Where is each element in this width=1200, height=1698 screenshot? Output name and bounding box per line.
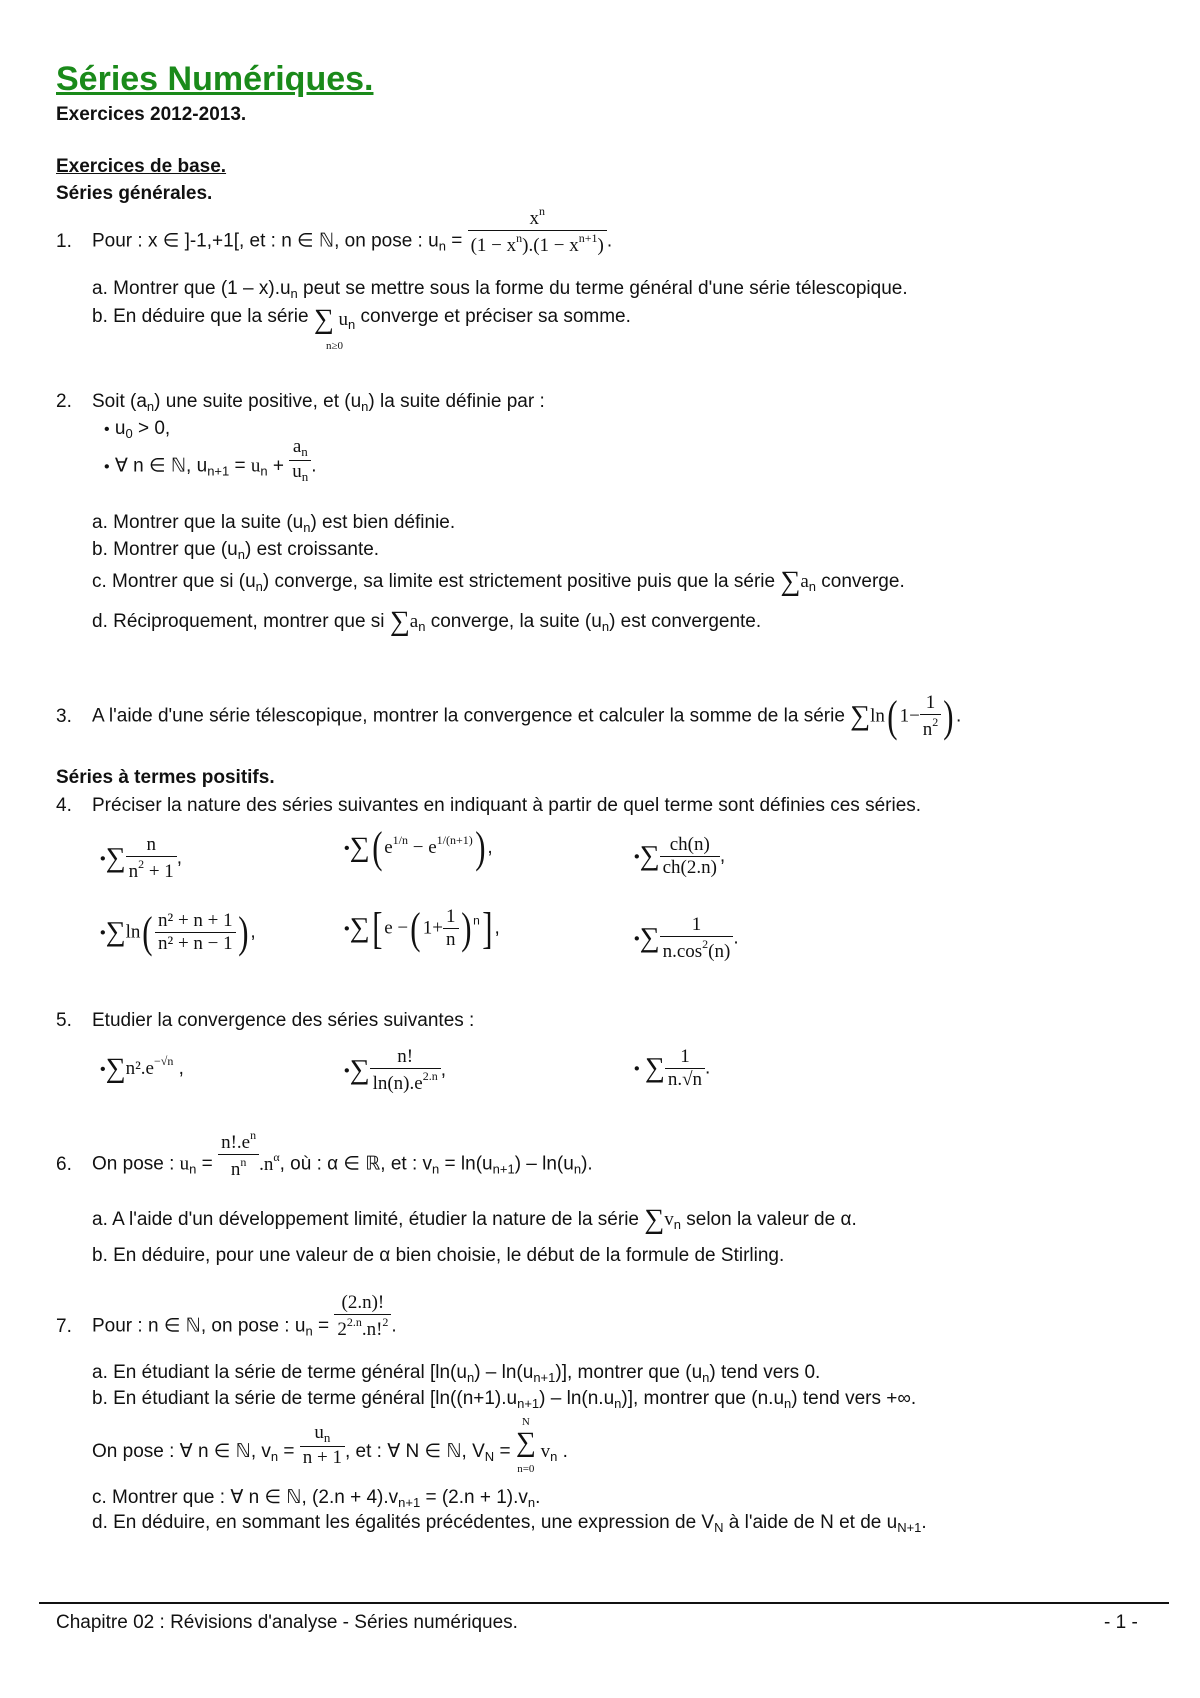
series-4-1: •∑ $\frac{n}{n^2 + 1}$ , <box>100 834 183 882</box>
exercise-7-question-b: b. En étudiant la série de terme général $[\ln((n+1).u_{n+1}) - \ln(n.u_n)]$, montrer que $(n.u_n)$ tend vers +∞. <box>92 1388 917 1411</box>
footer-chapter: Chapitre 02 : Révisions d'analyse - Séries numériques. <box>56 1612 518 1633</box>
exercise-2-question-a: a. Montrer que la suite $(u_n)$ est bien définie. <box>92 512 456 535</box>
series-5-2: •∑ $\frac{n!}{\ln(n).e^{2.n}}$ , <box>344 1046 446 1094</box>
exercise-2-condition-1: • $u_0 > 0$, <box>104 418 171 441</box>
exercise-6-statement: 6. On pose : $u_n$ = $\frac{n!.e^n}{n^n}$ $.n^\alpha$, où : α ∈ ℝ, et : $v_n = \ln(u_{n+1}) - \ln(u_n)$. <box>56 1128 593 1180</box>
series-4-2: •∑( $e^{1/n} - e^{1/(n+1)}$) , <box>344 823 493 872</box>
exercise-2-question-b: b. Montrer que $(u_n)$ est croissante. <box>92 539 380 562</box>
page-subtitle: Exercices 2012-2013. <box>56 104 247 125</box>
footer-divider <box>39 1602 1169 1604</box>
exercise-7-question-c: c. Montrer que : ∀ n ∈ ℕ, $(2.n + 4).v_{n+1} = (2.n + 1).v_n$. <box>92 1487 541 1510</box>
series-4-6: •∑ $\frac{1}{n.\cos^2(n)}$ . <box>634 914 739 962</box>
exercise-7-statement: 7. Pour : n ∈ ℕ, on pose : $u_n$ = $\frac{(2.n)!}{2^{2.n}.n!^2}$ . <box>56 1292 397 1340</box>
exercise-6-question-a: a. A l'aide d'un développement limité, étudier la nature de la série $\sum v_n$ selon la valeur de α. <box>92 1204 857 1235</box>
exercise-1-statement: 1. Pour : x ∈ ]-1,+1[, et : n ∈ ℕ, on pose : $u_n$ = $\frac{x^n}{(1 - x^n).(1 - x^{n+1})}$ . <box>56 204 613 256</box>
exercise-2-question-d: d. Réciproquement, montrer que si $\sum a_n$ converge, la suite $(u_n)$ est convergente. <box>92 606 762 637</box>
series-5-3: • ∑ $\frac{1}{n.√n}$ . <box>634 1046 711 1090</box>
footer-page-number: - 1 - <box>1104 1612 1138 1633</box>
exercise-6-question-b: b. En déduire, pour une valeur de α bien choisie, le début de la formule de Stirling. <box>92 1245 785 1266</box>
exercise-2-statement: 2. Soit $(a_n)$ une suite positive, et $(u_n)$ la suite définie par : <box>56 391 545 414</box>
series-4-5: •∑[ e −( 1+ $\frac{1}{n}$ ) $^n$] , <box>344 903 500 953</box>
series-4-3: •∑ $\frac{ch(n)}{ch(2.n)}$ , <box>634 834 726 878</box>
exercise-number: 1. <box>56 230 72 252</box>
exercise-5-statement: 5. Etudier la convergence des séries suivantes : <box>56 1010 475 1031</box>
series-4-4: •∑ln( $\frac{\text{n² + n + 1}}{\text{n² + n − 1}}$ ) , <box>100 907 256 957</box>
section-heading-positifs: Séries à termes positifs. <box>56 767 275 788</box>
exercise-4-statement: 4. Préciser la nature des séries suivantes en indiquant à partir de quel terme sont définies ces séries. <box>56 795 922 816</box>
series-5-1: $•\sum n^2.e^{-√n}$ , <box>100 1052 184 1084</box>
exercise-7-question-d: d. En déduire, en sommant les égalités précédentes, une expression de $V_N$ à l'aide de N et de $u_{N+1}$. <box>92 1512 927 1535</box>
exercise-1-question-a: a. Montrer que $(1 - x).u_n$ peut se mettre sous la forme du terme général d'une série télescopique. <box>92 278 908 301</box>
exercise-7-question-a: a. En étudiant la série de terme général $[\ln(u_n) - \ln(u_{n+1})]$, montrer que $(u_n)$ tend vers 0. <box>92 1362 821 1385</box>
exercise-2-question-c: c. Montrer que si $(u_n)$ converge, sa limite est strictement positive puis que la série $\sum a_n$ converge. <box>92 566 905 597</box>
formula-fraction: $\frac{x^n}{(1 - x^n).(1 - x^{n+1})}$ <box>468 204 607 257</box>
section-heading-base: Exercices de base. <box>56 156 227 177</box>
exercise-3-statement: 3. A l'aide d'une série télescopique, montrer la convergence et calculer la somme de la série ∑ln( 1− $\frac{1}{n^2}$ ) . <box>56 691 962 741</box>
section-heading-generales: Séries générales. <box>56 183 213 204</box>
exercise-1-question-b: b. En déduire que la série ∑ $u_n$ n≥0 converge et préciser sa somme. <box>92 304 631 352</box>
exercise-2-condition-2: • ∀ n ∈ ℕ, $u_{n+1} = u_n$ + $\frac{a_n}{u_n}$ . <box>104 436 317 484</box>
page-title: Séries Numériques. <box>56 60 374 98</box>
exercise-7-definition: On pose : ∀ n ∈ ℕ, $v_n$ = $\frac{u_n}{n + 1}$ , et : ∀ N ∈ ℕ, $V_N = N$ ∑ n=0 $v_n$ . <box>92 1416 568 1475</box>
